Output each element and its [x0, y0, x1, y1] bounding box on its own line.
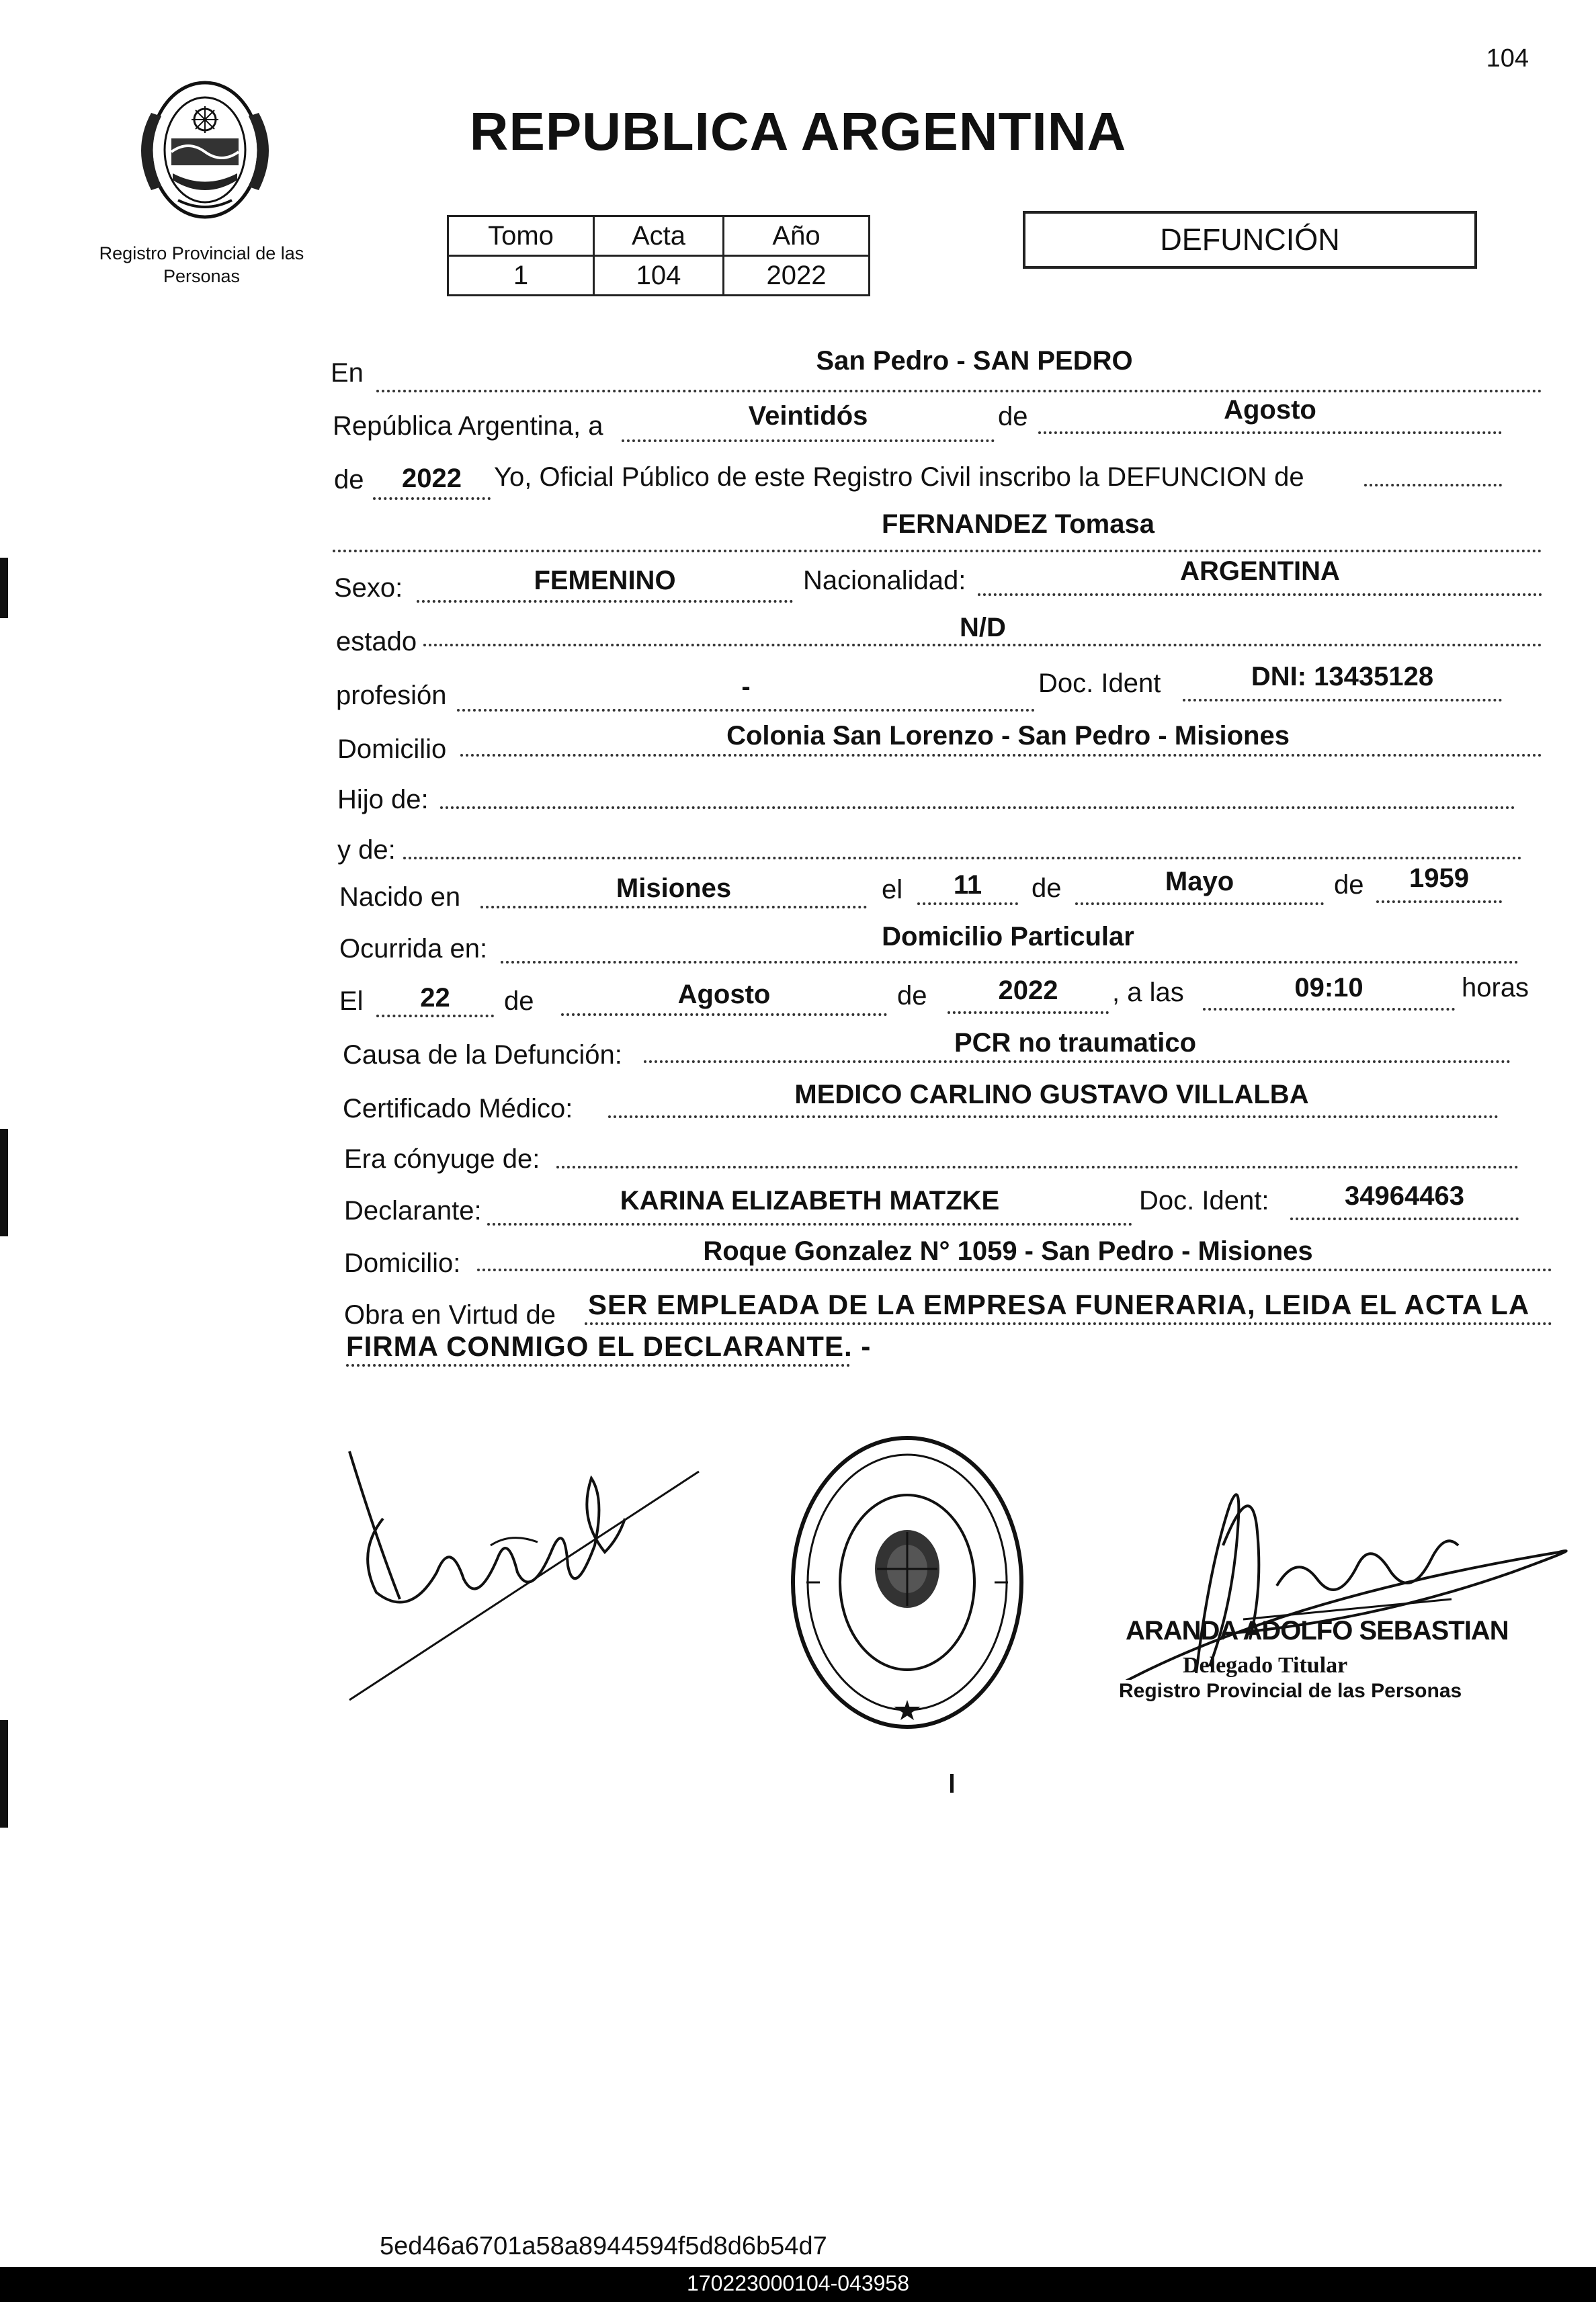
de-label: de [998, 402, 1028, 431]
causa-value: PCR no traumatico [954, 1028, 1197, 1058]
republica-label: República Argentina, a [333, 411, 603, 441]
decl-doc-line [1290, 1218, 1519, 1220]
obra-line1 [585, 1322, 1552, 1325]
death-de1-label: de [504, 986, 534, 1016]
doc-ident-label: Doc. Ident [1038, 669, 1161, 698]
death-year-value: 2022 [998, 976, 1058, 1005]
tomo-value: 1 [448, 256, 594, 296]
official-signature [1075, 1465, 1572, 1680]
record-table [447, 215, 870, 296]
causa-label: Causa de la Defunción: [343, 1040, 622, 1070]
sexo-label: Sexo: [334, 573, 403, 603]
declarante-line [487, 1223, 1132, 1226]
inscribe-line [1364, 484, 1502, 486]
name-line [333, 550, 1542, 552]
birth-de2-label: de [1334, 870, 1364, 900]
decl-doc-label: Doc. Ident: [1139, 1186, 1269, 1216]
causa-line [644, 1060, 1511, 1063]
nacionalidad-line [978, 593, 1542, 596]
hijo-label: Hijo de: [337, 785, 429, 814]
profesion-label: profesión [336, 681, 447, 710]
conyuge-label: Era cónyuge de: [344, 1144, 540, 1174]
obra-label: Obra en Virtud de [344, 1300, 556, 1330]
official-role: Delegado Titular [1183, 1653, 1348, 1678]
certificado-value: MEDICO CARLINO GUSTAVO VILLALBA [794, 1080, 1309, 1109]
alas-label: , a las [1112, 978, 1184, 1007]
scan-edge-mark [0, 1129, 8, 1236]
death-de2-label: de [897, 981, 927, 1011]
acta-value: 104 [594, 256, 724, 296]
estado-line [423, 644, 1542, 646]
tomo-header: Tomo [448, 216, 594, 256]
domicilio-value: Colonia San Lorenzo - San Pedro - Misiones [726, 721, 1290, 751]
obra-line2 [346, 1364, 850, 1367]
obra-value-line1: SER EMPLEADA DE LA EMPRESA FUNERARIA, LEIDA EL ACTA LA [588, 1289, 1530, 1320]
birth-month-line [1075, 902, 1324, 905]
birth-el-label: el [882, 875, 903, 904]
page-number: 104 [1486, 44, 1529, 73]
ocurrida-line [501, 961, 1519, 964]
sexo-value: FEMENINO [534, 566, 676, 595]
death-time-value: 09:10 [1294, 973, 1363, 1003]
yde-label: y de: [337, 835, 396, 865]
month-line [1038, 431, 1502, 434]
birth-year-value: 1959 [1409, 863, 1469, 893]
official-seal [780, 1424, 1035, 1747]
obra-value-line2: FIRMA CONMIGO EL DECLARANTE. - [346, 1330, 872, 1362]
certificado-line [608, 1115, 1499, 1118]
official-name: ARANDA ADOLFO SEBASTIAN [1126, 1616, 1509, 1646]
day-words-line [622, 439, 995, 442]
document-type-box: DEFUNCIÓN [1023, 211, 1477, 269]
page-mark [950, 1774, 954, 1793]
estado-label: estado [336, 627, 417, 656]
decl-domicilio-line [477, 1269, 1552, 1271]
declarant-signature [336, 1438, 712, 1707]
doc-ident-value: DNI: 13435128 [1251, 662, 1434, 691]
decl-domicilio-value: Roque Gonzalez N° 1059 - San Pedro - Misiones [703, 1236, 1313, 1266]
year-line [373, 497, 491, 500]
yde-line [403, 857, 1522, 859]
inscribe-text: Yo, Oficial Público de este Registro Civil inscribo la DEFUNCION de [494, 462, 1304, 492]
document-title: REPUBLICA ARGENTINA [469, 101, 1127, 161]
estado-value: N/D [960, 613, 1006, 642]
birth-year-line [1376, 900, 1502, 903]
nacido-label: Nacido en [339, 882, 461, 912]
conyuge-line [556, 1166, 1519, 1168]
domicilio-line [460, 754, 1542, 757]
birth-day-value: 11 [953, 870, 982, 900]
footer-code: 170223000104-043958 [687, 2271, 909, 2295]
decl-domicilio-label: Domicilio: [344, 1248, 461, 1278]
en-value: San Pedro - SAN PEDRO [816, 346, 1133, 376]
decl-doc-value: 34964463 [1345, 1181, 1464, 1211]
ocurrida-label: Ocurrida en: [339, 934, 488, 964]
profesion-value: - [741, 672, 751, 701]
horas-label: horas [1462, 973, 1529, 1003]
en-line [376, 390, 1542, 392]
hijo-line [440, 806, 1515, 809]
scan-edge-mark [0, 1720, 8, 1828]
domicilio-label: Domicilio [337, 734, 447, 764]
birth-day-line [917, 902, 1018, 905]
anio-value: 2022 [724, 256, 870, 296]
birth-month-value: Mayo [1165, 867, 1234, 896]
death-day-line [376, 1015, 494, 1017]
death-day-value: 22 [420, 983, 450, 1013]
year-value: 2022 [402, 464, 462, 493]
year-de-label: de [334, 465, 364, 495]
birth-de1-label: de [1032, 873, 1062, 903]
sexo-line [417, 600, 793, 603]
certificado-label: Certificado Médico: [343, 1094, 573, 1123]
birth-place-value: Misiones [616, 873, 732, 903]
official-registry: Registro Provincial de las Personas [1119, 1680, 1462, 1702]
en-label: En [331, 358, 364, 388]
scan-edge-mark [0, 558, 8, 618]
full-name-value: FERNANDEZ Tomasa [882, 509, 1154, 539]
day-words-value: Veintidós [748, 401, 868, 431]
nacionalidad-value: ARGENTINA [1180, 556, 1340, 586]
birth-place-line [480, 906, 867, 908]
acta-header: Acta [594, 216, 724, 256]
anio-header: Año [724, 216, 870, 256]
nacionalidad-label: Nacionalidad: [803, 566, 966, 595]
ocurrida-value: Domicilio Particular [882, 922, 1134, 951]
document-hash: 5ed46a6701a58a8944594f5d8d6b54d7 [380, 2232, 827, 2260]
death-month-line [561, 1013, 887, 1016]
declarante-label: Declarante: [344, 1196, 482, 1226]
death-time-line [1203, 1008, 1455, 1011]
registry-label: Registro Provincial de las Personas [99, 243, 304, 286]
profesion-line [457, 709, 1035, 712]
death-month-value: Agosto [677, 980, 771, 1009]
death-year-line [948, 1011, 1109, 1014]
doc-ident-line [1183, 699, 1502, 701]
declarante-value: KARINA ELIZABETH MATZKE [620, 1186, 1000, 1216]
month-value: Agosto [1224, 395, 1316, 425]
death-el-label: El [339, 986, 364, 1016]
